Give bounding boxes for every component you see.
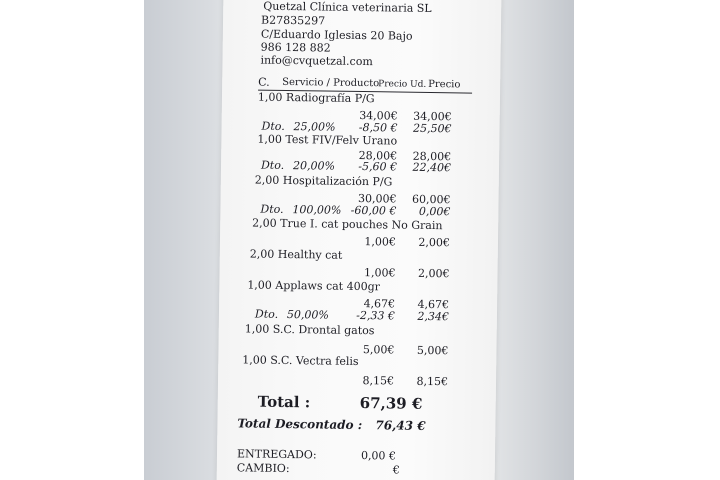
discount-label: Dto. <box>260 202 284 216</box>
discounted-total-label: Total Descontado : <box>237 416 363 433</box>
line-name: Radiografía P/G <box>285 90 375 106</box>
line-qty: 2,00 <box>249 247 275 261</box>
discount-total: 0,00€ <box>418 204 451 219</box>
line-total: 8,15€ <box>416 374 449 389</box>
line-unit: 1,00€ <box>364 235 397 249</box>
line-unit: 34,00€ <box>359 108 398 123</box>
background-right <box>490 0 574 480</box>
line-name: True I. cat pouches No Grain <box>280 216 443 233</box>
line-unit: 5,00€ <box>362 343 395 357</box>
line-name: Applaws cat 400gr <box>275 278 381 294</box>
line-qty: 1,00 <box>257 90 283 104</box>
line-unit: 4,67€ <box>363 297 396 311</box>
discount-label: Dto. <box>254 307 279 321</box>
change-label: CAMBIO: <box>236 461 290 476</box>
delivered-label: ENTREGADO: <box>236 447 317 462</box>
line-unit: 30,00€ <box>357 191 397 206</box>
line-qty: 1,00 <box>242 353 267 367</box>
discount-amount: -60,00 € <box>350 203 397 218</box>
col-item: Servicio / Producto <box>282 76 380 90</box>
col-unit-price: Precio Ud. <box>378 79 427 90</box>
line-qty: 2,00 <box>252 216 277 230</box>
discount-pct: 50,00% <box>286 308 329 322</box>
phone: 986 128 882 <box>260 40 331 55</box>
company-name: Quetzal Clínica veterinaria SL <box>263 0 432 15</box>
discount-pct: 100,00% <box>292 203 342 217</box>
discount-total: 25,50€ <box>412 121 452 136</box>
discount-amount: -8,50 € <box>358 120 398 135</box>
line-name: Test FIV/Felv Urano <box>285 132 398 148</box>
line-unit: 1,00€ <box>363 266 396 280</box>
address: C/Eduardo Iglesias 20 Bajo <box>260 27 413 43</box>
line-unit: 28,00€ <box>358 148 398 163</box>
line-name: Hospitalización P/G <box>282 173 393 189</box>
line-total: 4,67€ <box>417 297 450 312</box>
line-total: 2,00€ <box>417 266 450 281</box>
line-total: 2,00€ <box>418 235 451 250</box>
discount-total: 22,40€ <box>412 160 452 175</box>
change-value: € <box>392 463 400 477</box>
discount-total: 2,34€ <box>417 309 450 324</box>
discount-pct: 20,00% <box>292 159 336 173</box>
discount-amount: -5,60 € <box>358 159 398 174</box>
delivered-value: 0,00 € <box>360 449 397 463</box>
line-name: S.C. Drontal gatos <box>272 322 375 338</box>
line-unit: 8,15€ <box>362 374 395 388</box>
discounted-total-value: 76,43 € <box>375 418 426 433</box>
line-qty: 1,00 <box>244 322 270 336</box>
receipt <box>217 0 502 480</box>
line-qty: 1,00 <box>257 132 282 146</box>
col-price: Precio <box>428 78 461 91</box>
email: info@cvquetzal.com <box>260 53 373 69</box>
discount-pct: 25,00% <box>293 120 336 134</box>
total-label: Total : <box>257 392 311 412</box>
discount-label: Dto. <box>261 119 285 133</box>
discount-amount: -2,33 € <box>356 308 396 323</box>
line-total: 5,00€ <box>416 343 449 358</box>
line-total: 34,00€ <box>413 109 452 124</box>
tax-id: B27835297 <box>260 13 326 28</box>
line-total: 60,00€ <box>411 192 451 207</box>
line-total: 28,00€ <box>412 149 452 164</box>
line-qty: 2,00 <box>254 173 280 187</box>
total-value: 67,39 € <box>359 394 423 413</box>
line-name: Healthy cat <box>277 247 343 262</box>
line-name: S.C. Vectra felis <box>270 353 359 369</box>
col-qty: C. <box>258 75 270 89</box>
line-qty: 1,00 <box>247 278 272 292</box>
discount-label: Dto. <box>260 158 285 172</box>
